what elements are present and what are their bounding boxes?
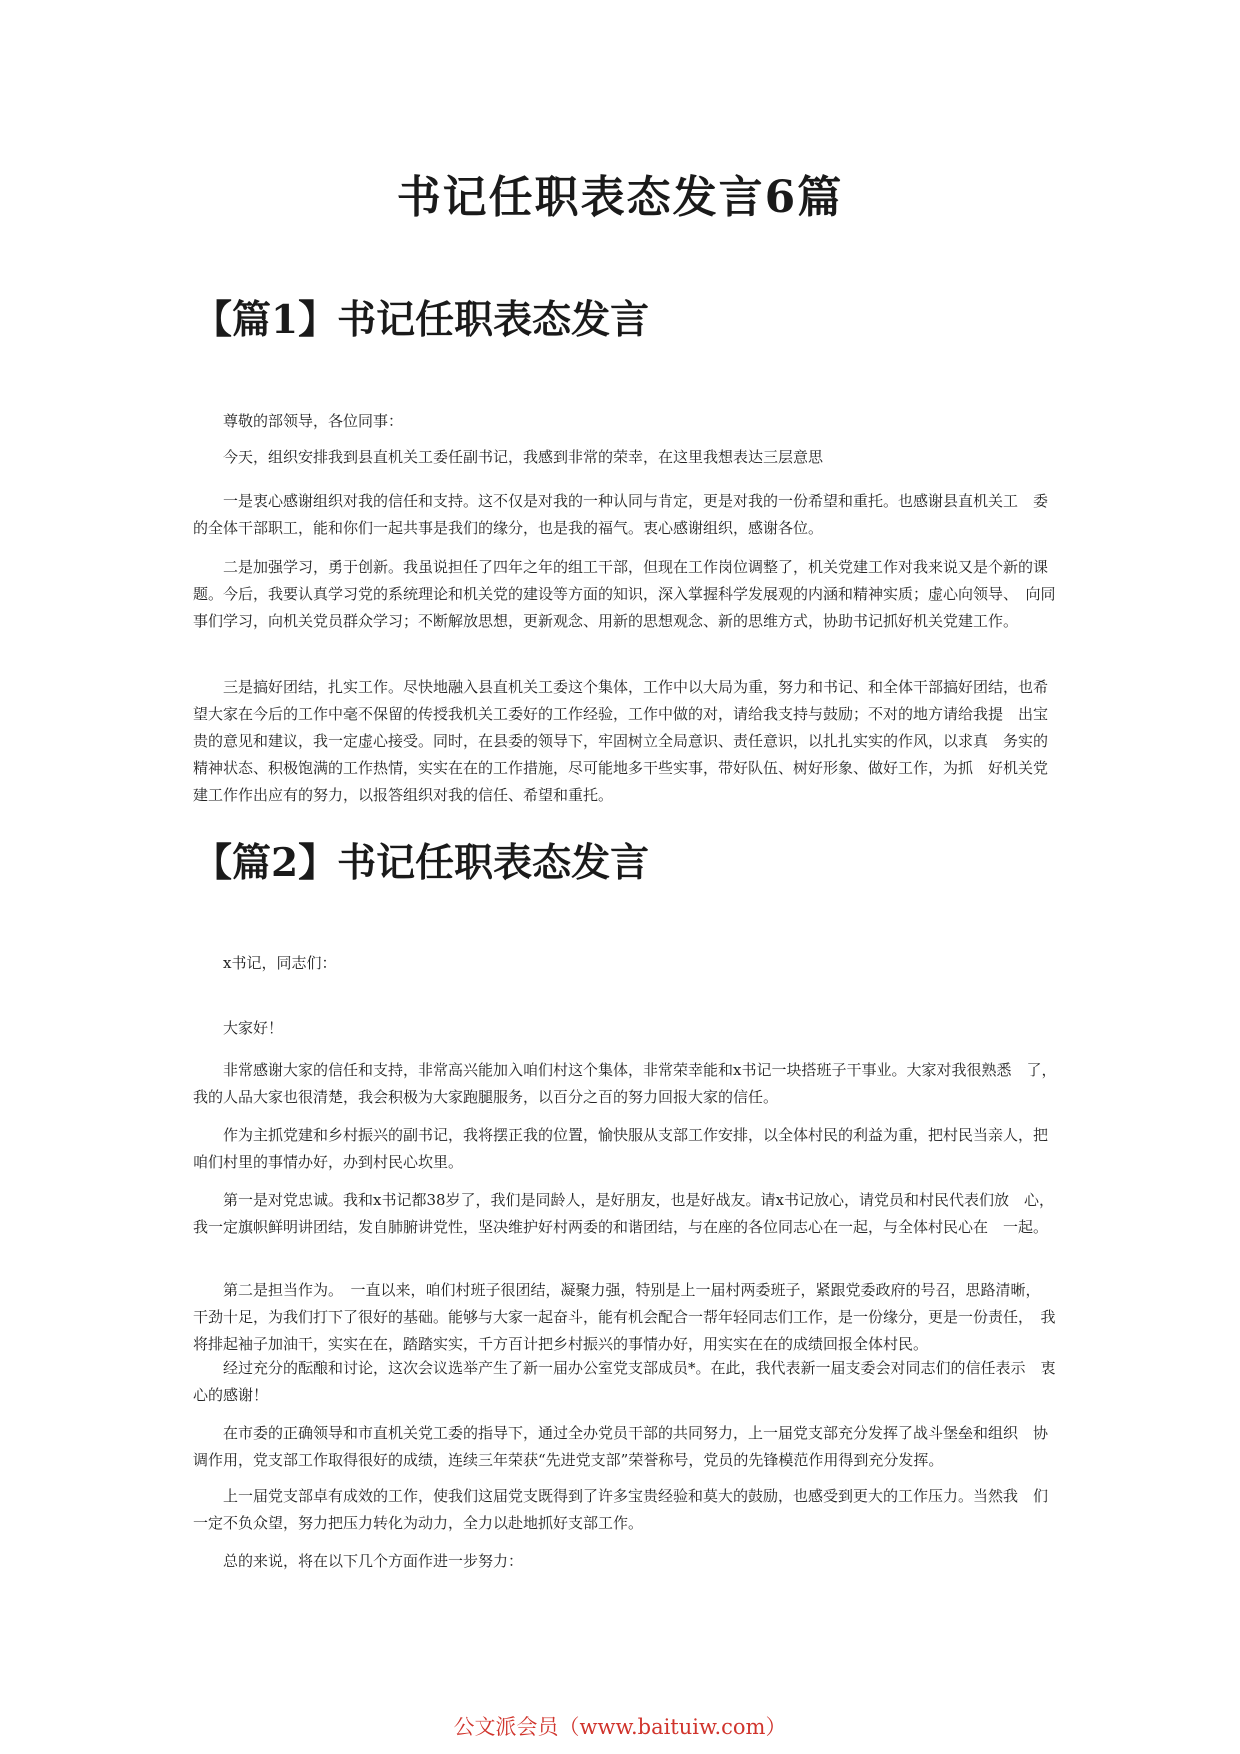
section-2-paragraph-8-block [193,1548,1061,1575]
section-2-paragraph-8: 总的来说，将在以下几个方面作进一步努力： [223,1552,524,1570]
section-2-paragraph-3-block [193,1187,1061,1241]
section-2-heading: 【篇2】书记任职表态发言 [193,840,650,886]
section-2-paragraph-1-block [193,1057,1061,1111]
document-title: 书记任职表态发言6篇 [396,172,844,223]
section-2-paragraph-3: 第一是对党忠诚。我和x书记都38岁了，我们是同龄人，是好朋友，也是好战友。请x书记放心，请党员和村民代表们放 心，我一定旗帜鲜明讲团结，发自肺腑讲党性，坚决维护好村两委的和谐团结，与在座的各位同志心在一起，与全体村民心在 一起。 [193,1191,1055,1236]
section-2-paragraph-2: 作为主抓党建和乡村振兴的副书记，我将摆正我的位置，愉快服从支部工作安排，以全体村民的利益为重，把村民当亲人，把咱们村里的事情办好，办到村民心坎里。 [193,1126,1049,1171]
section-1-heading: 【篇1】书记任职表态发言 [193,297,650,343]
section-1-paragraph-3-block [193,554,1061,635]
section-1-paragraph-2: 一是衷心感谢组织对我的信任和支持。这不仅是对我的一种认同与肯定，更是对我的一份希望和重托。也感谢县直机关工 委的全体干部职工，能和你们一起共事是我们的缘分，也是我的福气。衷心感谢组织，感谢各位。 [193,492,1049,537]
section-2-paragraph-4-block [193,1277,1061,1358]
section-2-paragraph-1: 非常感谢大家的信任和支持，非常高兴能加入咱们村这个集体，非常荣幸能和x书记一块搭班子干事业。大家对我很熟悉 了，我的人品大家也很清楚，我会积极为大家跑腿服务，以百分之百的努力回报大家的信任。 [193,1061,1057,1106]
section-1-paragraph-1: 今天，组织安排我到县直机关工委任副书记，我感到非常的荣幸，在这里我想表达三层意思 [223,448,824,466]
section-2-greeting: x书记，同志们： [223,954,337,972]
section-2-paragraph-2-block [193,1122,1061,1176]
section-2-paragraph-5: 经过充分的酝酿和讨论，这次会议选举产生了新一届办公室党支部成员*。在此，我代表新一届支委会对同志们的信任表示 衷心的感谢！ [193,1359,1056,1404]
section-2-paragraph-6: 在市委的正确领导和市直机关党工委的指导下，通过全办党员干部的共同努力，上一届党支部充分发挥了战斗堡垒和组织 协调作用，党支部工作取得很好的成绩，连续三年荣获“先进党支部”荣誉称号，党员的先锋模范作用得到充分发挥。 [193,1424,1049,1469]
section-1-paragraph-4-block [193,674,1061,809]
section-1-paragraph-2-block [193,488,1061,542]
section-2-paragraph-5-block [193,1355,1061,1409]
section-1-paragraph-1-block [193,444,1061,471]
section-2-hello: 大家好！ [223,1019,284,1037]
section-2-paragraph-6-block [193,1420,1061,1474]
section-1-greeting: 尊敬的部领导，各位同事： [223,412,404,430]
section-2-paragraph-7: 上一届党支部卓有成效的工作，使我们这届党支既得到了许多宝贵经验和莫大的鼓励，也感受到更大的工作压力。当然我 们一定不负众望，努力把压力转化为动力，全力以赴地抓好支部工作。 [193,1487,1049,1532]
section-1-paragraph-3: 二是加强学习，勇于创新。我虽说担任了四年之年的组工干部，但现在工作岗位调整了，机关党建工作对我来说又是个新的课题。今后，我要认真学习党的系统理论和机关党的建设等方面的知识，深入掌握科学发展观的内涵和精神实质；虚心向领导、 向同事们学习，向机关党员群众学习；不断解放思想，更新观念、用新的思想观念、新的思维方式，协助书记抓好机关党建工作。 [193,558,1056,630]
section-2-paragraph-4: 第二是担当作为。 一直以来，咱们村班子很团结，凝聚力强，特别是上一届村两委班子，紧跟党委政府的号召，思路清晰， 干劲十足，为我们打下了很好的基础。能够与大家一起奋斗，能有机会配合一帮年轻同志们工作，是一份缘分，更是一份责任， 我将排起袖子加油干，实实在在，踏踏实实，千方百计把乡村振兴的事情办好，用实实在在的成绩回报全体村民。 [193,1281,1056,1353]
section-2-paragraph-7-block [193,1483,1061,1537]
section-1-paragraph-4: 三是搞好团结，扎实工作。尽快地融入县直机关工委这个集体，工作中以大局为重，努力和书记、和全体干部搞好团结，也希望大家在今后的工作中毫不保留的传授我机关工委好的工作经验，工作中做的对，请给我支持与鼓励；不对的地方请给我提 出宝贵的意见和建议，我一定虚心接受。同时，在县委的领导下，牢固树立全局意识、责任意识，以扎扎实实的作风，以求真 务实的精神状态、积极饱满的工作热情，实实在在的工作措施，尽可能地多干些实事，带好队伍、树好形象、做好工作，为抓 好机关党建工作作出应有的努力，以报答组织对我的信任、希望和重托。 [193,678,1049,804]
section-2-hello-block [193,1015,1061,1042]
section-2-greeting-block [193,950,1061,977]
section-1-greeting-block [193,408,1061,435]
footer-watermark: 公文派会员（www.baituiw.com） [453,1715,787,1739]
